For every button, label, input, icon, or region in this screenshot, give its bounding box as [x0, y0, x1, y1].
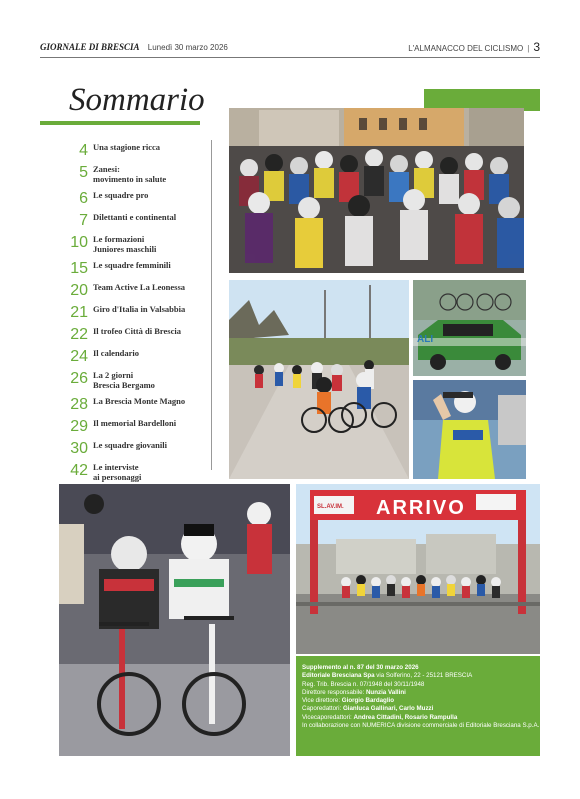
- toc-entry-title: [93, 462, 208, 482]
- section-name: L'ALMANACCO DEL CICLISMO: [408, 44, 524, 53]
- toc-entry-line: ai personaggi: [93, 472, 142, 482]
- photo-road-race: [229, 280, 409, 479]
- photo-rider-portrait: [413, 380, 526, 479]
- colophon-chief-editors: Caporedattori: Gianluca Gallinari, Carlo Muzzi: [302, 705, 434, 713]
- toc-entry-title: [93, 370, 208, 390]
- toc-entry-line: Dilettanti e continental: [93, 212, 177, 222]
- colophon-publisher: Editoriale Bresciana Spa via Solferino, 22 - 25121 BRESCIA: [302, 672, 473, 680]
- toc-page-number: 15: [70, 260, 88, 277]
- toc-entry-line: Una stagione ricca: [93, 142, 161, 152]
- toc-page-number: 6: [79, 190, 88, 207]
- colophon-supplement: Supplemento al n. 87 del 30 marzo 2026: [302, 664, 419, 671]
- toc-page-number: 26: [70, 370, 88, 387]
- toc-page-number: 10: [70, 234, 88, 251]
- toc-page-number: 7: [79, 212, 88, 229]
- page-title: Sommario: [69, 82, 205, 118]
- toc-entry-line: La 2 giorni: [93, 370, 134, 380]
- car-sponsor-text: ALI: [417, 334, 434, 345]
- toc-entry-title: [93, 190, 208, 200]
- toc-entry-line: Brescia Bergamo: [93, 380, 155, 390]
- toc-entry-title: [93, 234, 208, 254]
- toc-entry-title: [93, 212, 208, 222]
- colophon-deputy-chief-editors: Vicecaporedattori: Andrea Cittadini, Rosario Rampulla: [302, 713, 458, 721]
- toc-entry-title: [93, 396, 208, 406]
- finish-banner-text: ARRIVO: [376, 497, 466, 519]
- toc-entry-line: Team Active La Leonessa: [93, 282, 186, 292]
- colophon-director: Direttore responsabile: Nunzia Vallini: [302, 688, 406, 696]
- toc-entry-line: Giro d'Italia in Valsabbia: [93, 304, 186, 314]
- toc-entry-line: Il trofeo Città di Brescia: [93, 326, 181, 336]
- toc-entry-line: Le squadre giovanili: [93, 440, 167, 450]
- colophon-registration: Reg. Trib. Brescia n. 07/1948 del 30/11/1948: [302, 680, 425, 688]
- photo-sprint-finish: [59, 484, 290, 756]
- header-right: [408, 40, 540, 54]
- photo-finish-line: [296, 484, 540, 654]
- toc-page-number: 20: [70, 282, 88, 299]
- newspaper-name: GIORNALE DI BRESCIA: [40, 42, 140, 52]
- issue-date: Lunedì 30 marzo 2026: [147, 43, 228, 52]
- toc-entry-title: [93, 440, 208, 450]
- toc-entry-line: Il memorial Bardelloni: [93, 418, 177, 428]
- photo-peloton: [229, 108, 524, 273]
- toc-entry-line: movimento in salute: [93, 174, 167, 184]
- toc-page-number: 4: [79, 142, 88, 159]
- toc-divider: [211, 140, 212, 470]
- toc-entry-title: [93, 282, 208, 292]
- toc-page-number: 28: [70, 396, 88, 413]
- toc-page-number: 29: [70, 418, 88, 435]
- colophon-vice-director: Vice direttore: Giorgio Bardaglio: [302, 697, 395, 705]
- toc-entry-line: Le squadre femminili: [93, 260, 171, 270]
- toc-entry-title: [93, 348, 208, 358]
- toc-entry-title: [93, 142, 208, 152]
- toc-entry-title: [93, 418, 208, 428]
- page-header: [40, 40, 540, 58]
- banner-sponsor-text: SL.AV.IM.: [317, 504, 344, 510]
- page-number: 3: [533, 40, 540, 54]
- title-underline: [40, 121, 200, 125]
- toc-entry-title: [93, 164, 208, 184]
- toc-entry-title: [93, 326, 208, 336]
- header-rule: [40, 57, 540, 58]
- toc-entry-line: Zanesi:: [93, 164, 120, 174]
- toc-page-number: 24: [70, 348, 88, 365]
- colophon: [296, 656, 540, 756]
- toc-entry-line: Le interviste: [93, 462, 139, 472]
- colophon-collaboration: In collaborazione con NUMERICA divisione commerciale di Editoriale Bresciana S.p.A.: [302, 722, 540, 730]
- toc-entry-title: [93, 304, 208, 314]
- toc-page-number: 22: [70, 326, 88, 343]
- toc-entry-title: [93, 260, 208, 270]
- toc-entry-line: Le squadre pro: [93, 190, 149, 200]
- toc-entry-line: Il calendario: [93, 348, 140, 358]
- toc-page-number: 42: [70, 462, 88, 479]
- photo-team-car: [413, 280, 526, 376]
- header-left: [40, 42, 228, 52]
- toc-page-number: 5: [79, 164, 88, 181]
- toc-entry-line: Le formazioni: [93, 234, 145, 244]
- toc-entry-line: Juniores maschili: [93, 244, 157, 254]
- toc-entry-line: La Brescia Monte Magno: [93, 396, 186, 406]
- toc-page-number: 30: [70, 440, 88, 457]
- toc-page-number: 21: [70, 304, 88, 321]
- header-separator: |: [527, 44, 530, 53]
